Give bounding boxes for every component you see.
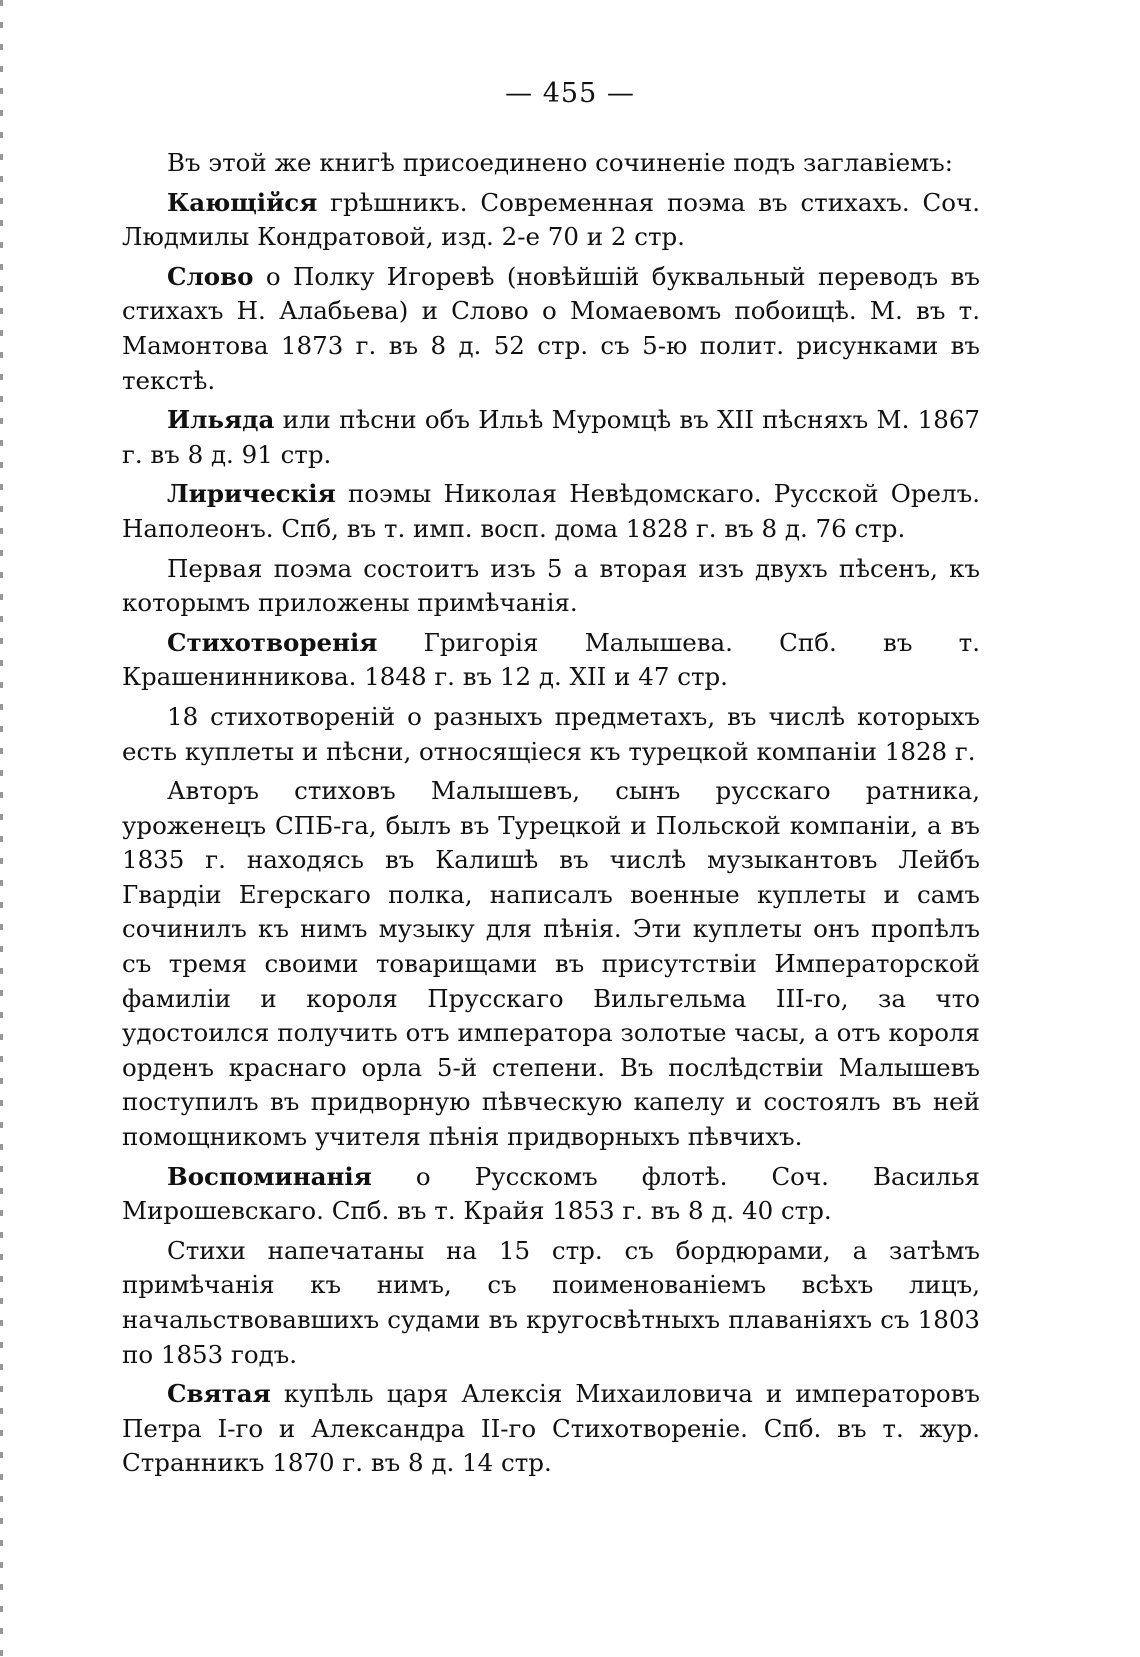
paragraph: Слово о Полку Игоревѣ (новѣйшій буквальный переводъ въ стихахъ Н. Алабьева) и Слово о Момаевомъ побоищѣ. М. въ т. Мамонтова 1873 г. въ 8 д. 52 стр. съ 5-ю полит. рисунками въ текстѣ. <box>122 261 980 395</box>
paragraph: Кающійся грѣшникъ. Современная поэма въ стихахъ. Соч. Людмилы Кондратовой, изд. 2-е 70 и 2 стр. <box>122 187 980 252</box>
paragraph: Авторъ стиховъ Малышевъ, сынъ русскаго ратника, уроженецъ СПБ-га, былъ въ Турецкой и Польской компаніи, а въ 1835 г. находясь въ Калишѣ въ числѣ музыкантовъ Лейбъ Гвардіи Егерскаго полка, написалъ военные куплеты и самъ сочинилъ къ нимъ музыку для пѣнія. Эти куплеты онъ пропѣлъ съ тремя своими товарищами въ присутствіи Императорской фамиліи и короля Прусскаго Вильгельма III-го, за что удостоился получить отъ императора золотые часы, а отъ короля орденъ краснаго орла 5-й степени. Въ послѣдствіи Малышевъ поступилъ въ придворную пѣвческую капелу и состоялъ въ ней помощникомъ учителя пѣнія придворныхъ пѣвчихъ. <box>122 776 980 1152</box>
binding-edge <box>0 0 3 1657</box>
page-number: — 455 — <box>505 78 635 109</box>
paragraph: Стихи напечатаны на 15 стр. съ бордюрами, а затѣмъ примѣчанія къ нимъ, съ поименованіемъ всѣхъ лицъ, начальствовавшихъ судами въ кругосвѣтныхъ плаваніяхъ съ 1803 по 1853 годъ. <box>122 1235 980 1369</box>
paragraph: Воспоминанія о Русскомъ флотѣ. Соч. Василья Мирошевскаго. Спб. въ т. Крайя 1853 г. въ 8 д. 40 стр. <box>122 1161 980 1226</box>
paragraph: 18 стихотвореній о разныхъ предметахъ, въ числѣ которыхъ есть куплеты и пѣсни, относящіеся къ турецкой компаніи 1828 г. <box>122 701 980 766</box>
paragraph: Стихотворенія Григорія Малышева. Спб. въ т. Крашенинникова. 1848 г. въ 12 д. XII и 47 стр. <box>122 627 980 692</box>
paragraph: Ильяда или пѣсни объ Ильѣ Муромцѣ въ XII пѣсняхъ М. 1867 г. въ 8 д. 91 стр. <box>122 405 980 469</box>
paragraph: Въ этой же книгѣ присоединено сочиненіе подъ заглавіемъ: <box>167 148 953 177</box>
paragraph: Первая поэма состоитъ изъ 5 а вторая изъ двухъ пѣсенъ, къ которымъ приложены примѣчанія. <box>122 553 980 618</box>
paragraph: Лирическія поэмы Николая Невѣдомскаго. Русской Орелъ. Наполеонъ. Спб, въ т. имп. восп. дома 1828 г. въ 8 д. 76 стр. <box>122 479 980 543</box>
page-body <box>122 146 980 1486</box>
paragraph: Святая купѣль царя Алексія Михаиловича и императоровъ Петра I-го и Александра II-го Стихотвореніе. Спб. въ т. жур. Странникъ 1870 г. въ 8 д. 14 стр. <box>122 1379 980 1478</box>
